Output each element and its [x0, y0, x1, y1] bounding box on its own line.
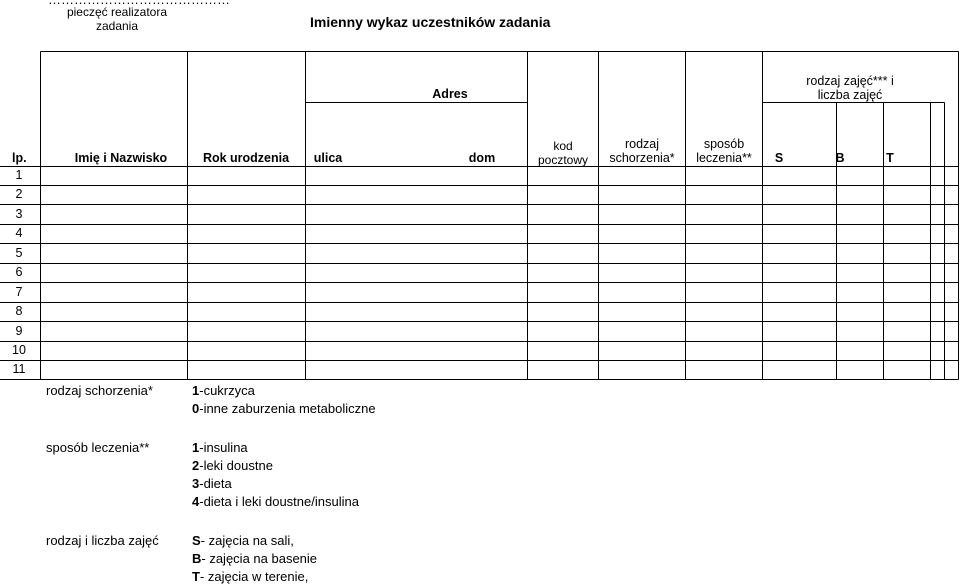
column-house: dom: [468, 151, 496, 165]
row-number: 10: [12, 343, 26, 357]
legend-disease-item: [192, 400, 376, 418]
row-number: 5: [15, 246, 23, 260]
row-number: 4: [15, 226, 23, 240]
column-birth-year: Rok urodzenia: [202, 151, 290, 165]
legend-treatment-item: [192, 493, 359, 511]
legend-code: S: [192, 533, 201, 548]
legend-code: 4: [192, 494, 200, 509]
legend-code: 3: [192, 476, 200, 491]
column-postal-code: kod pocztowy: [537, 139, 589, 167]
legend-classes-item: [192, 550, 317, 568]
column-lp: lp.: [12, 151, 27, 165]
row-number: 3: [15, 207, 23, 221]
legend-text: -dieta i leki doustne/insulina: [199, 494, 359, 509]
legend-text: -insulina: [199, 440, 248, 455]
legend-treatment-item: [192, 475, 232, 493]
legend-disease-item: [192, 382, 255, 400]
column-name: Imię i Nazwisko: [74, 151, 168, 165]
row-number: 1: [15, 168, 23, 182]
document-title: Imienny wykaz uczestników zadania: [310, 14, 551, 30]
row-number: 11: [12, 362, 26, 376]
legend-code: 1: [192, 383, 200, 398]
legend-treatment-item: [192, 457, 273, 475]
legend-text: - zajęcia na sali,: [200, 533, 294, 548]
header-address: Adres: [432, 87, 468, 101]
legend-text: -inne zaburzenia metaboliczne: [199, 401, 376, 416]
legend-classes-item: [192, 568, 308, 586]
legend-code: 1: [192, 440, 200, 455]
legend-classes-label: rodzaj i liczba zajęć: [46, 533, 159, 548]
row-number: 8: [15, 304, 23, 318]
column-disease-type: rodzaj schorzenia*: [609, 137, 675, 165]
legend-text: - zajęcia na basenie: [201, 551, 318, 566]
legend-text: -dieta: [199, 476, 232, 491]
legend-text: -cukrzyca: [199, 383, 255, 398]
column-treatment: sposób leczenia**: [696, 137, 752, 165]
column-s: S: [774, 151, 784, 165]
legend-code: T: [192, 569, 200, 584]
legend-code: 2: [192, 458, 200, 473]
column-b: B: [835, 151, 845, 165]
row-number: 7: [15, 285, 23, 299]
header-classes: rodzaj zajęć*** i liczba zajęć: [806, 74, 894, 102]
legend-code: 0: [192, 401, 200, 416]
legend-treatment-item: [192, 439, 248, 457]
row-number: 2: [15, 187, 23, 201]
column-t: T: [886, 151, 894, 165]
legend-classes-item: [192, 532, 294, 550]
legend-code: B: [192, 551, 202, 566]
row-number: 6: [15, 265, 23, 279]
legend-text: - zajęcia w terenie,: [199, 569, 309, 584]
row-number: 9: [15, 324, 23, 338]
legend-disease-label: rodzaj schorzenia*: [46, 383, 153, 398]
column-street: ulica: [313, 151, 343, 165]
stamp-label: pieczęć realizatora zadania: [66, 5, 168, 33]
legend-text: -leki doustne: [199, 458, 273, 473]
legend-treatment-label: sposób leczenia**: [46, 440, 150, 455]
